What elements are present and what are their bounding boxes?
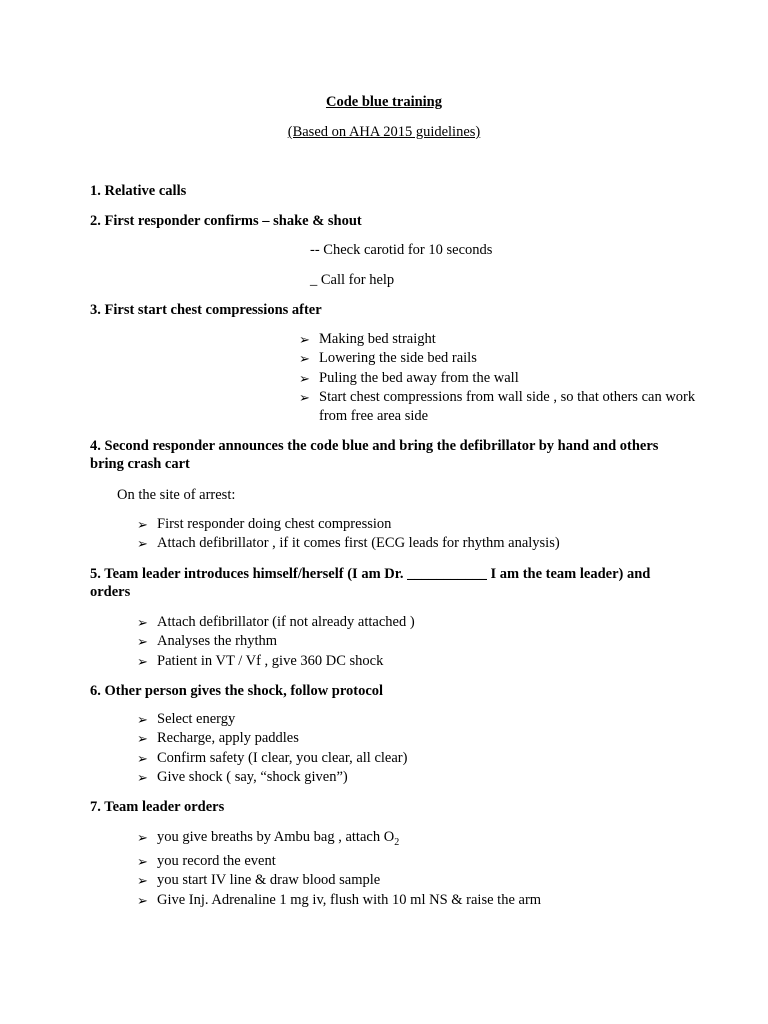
arrow-bullet-icon: ➢ — [137, 517, 148, 532]
arrow-bullet-icon: ➢ — [137, 653, 148, 669]
section-3-list — [299, 330, 699, 426]
arrow-bullet-icon: ➢ — [137, 750, 148, 766]
section-7-heading: 7. Team leader orders — [90, 799, 225, 815]
list-item: ➢ Give shock ( say, “shock given”) — [137, 768, 537, 787]
section-4-heading: 4. Second responder announces the code blue and bring the defibrillator by hand and others bring crash cart — [90, 438, 659, 472]
arrow-bullet-icon: ➢ — [299, 332, 310, 347]
arrow-bullet-icon: ➢ — [137, 615, 148, 630]
list-item: ➢ Patient in VT / Vf , give 360 DC shock — [137, 652, 537, 671]
list-item: ➢ Attach defibrillator , if it comes first (ECG leads for rhythm analysis) — [137, 534, 657, 553]
document-subtitle: (Based on AHA 2015 guidelines) — [287, 124, 481, 140]
arrow-bullet-icon: ➢ — [137, 536, 148, 552]
section-2-heading: 2. First responder confirms – shake & shout — [90, 213, 362, 229]
section-2-line-2: _ Call for help — [310, 272, 395, 288]
arrow-bullet-icon: ➢ — [137, 892, 148, 908]
section-5-heading: 5. Team leader introduces himself/herself (I am Dr. ___________ I am the team leader) and orders — [90, 566, 651, 600]
list-item: ➢ Lowering the side bed rails — [299, 349, 699, 368]
list-item: ➢ First responder doing chest compression — [137, 515, 657, 534]
list-item: ➢ Analyses the rhythm — [137, 632, 537, 651]
list-item: ➢ Start chest compressions from wall side , so that others can work from free area side — [299, 388, 696, 425]
document-title: Code blue training — [325, 94, 442, 110]
list-item: ➢ you start IV line & draw blood sample — [137, 871, 637, 890]
arrow-bullet-icon: ➢ — [299, 370, 310, 386]
arrow-bullet-icon: ➢ — [137, 873, 148, 889]
arrow-bullet-icon: ➢ — [137, 830, 148, 845]
list-item: ➢ Recharge, apply paddles — [137, 729, 537, 748]
section-1-heading: 1. Relative calls — [90, 183, 187, 199]
section-4-intro: On the site of arrest: — [117, 487, 236, 503]
arrow-bullet-icon: ➢ — [137, 731, 148, 747]
list-item: ➢ Select energy — [137, 710, 537, 729]
section-7-list — [137, 828, 637, 910]
section-6-heading: 6. Other person gives the shock, follow protocol — [90, 683, 384, 699]
list-item: ➢ you record the event — [137, 852, 637, 871]
arrow-bullet-icon: ➢ — [137, 769, 148, 785]
list-item: ➢ Give Inj. Adrenaline 1 mg iv, flush with 10 ml NS & raise the arm — [137, 891, 637, 910]
section-4-list — [137, 515, 657, 554]
list-item: ➢ Puling the bed away from the wall — [299, 369, 699, 388]
list-item: ➢ Making bed straight — [299, 330, 699, 349]
arrow-bullet-icon: ➢ — [137, 854, 148, 870]
section-5-list — [137, 613, 537, 671]
section-6-list — [137, 710, 537, 787]
arrow-bullet-icon: ➢ — [299, 389, 310, 405]
section-2-line-1: -- Check carotid for 10 seconds — [310, 242, 493, 258]
arrow-bullet-icon: ➢ — [299, 351, 310, 367]
arrow-bullet-icon: ➢ — [137, 712, 148, 727]
list-item: ➢ Attach defibrillator (if not already attached ) — [137, 613, 537, 632]
list-item: ➢ Confirm safety (I clear, you clear, all clear) — [137, 749, 537, 768]
list-item: ➢ you give breaths by Ambu bag , attach $O_2$ — [137, 829, 400, 848]
section-3-heading: 3. First start chest compressions after — [90, 302, 322, 318]
arrow-bullet-icon: ➢ — [137, 634, 148, 650]
